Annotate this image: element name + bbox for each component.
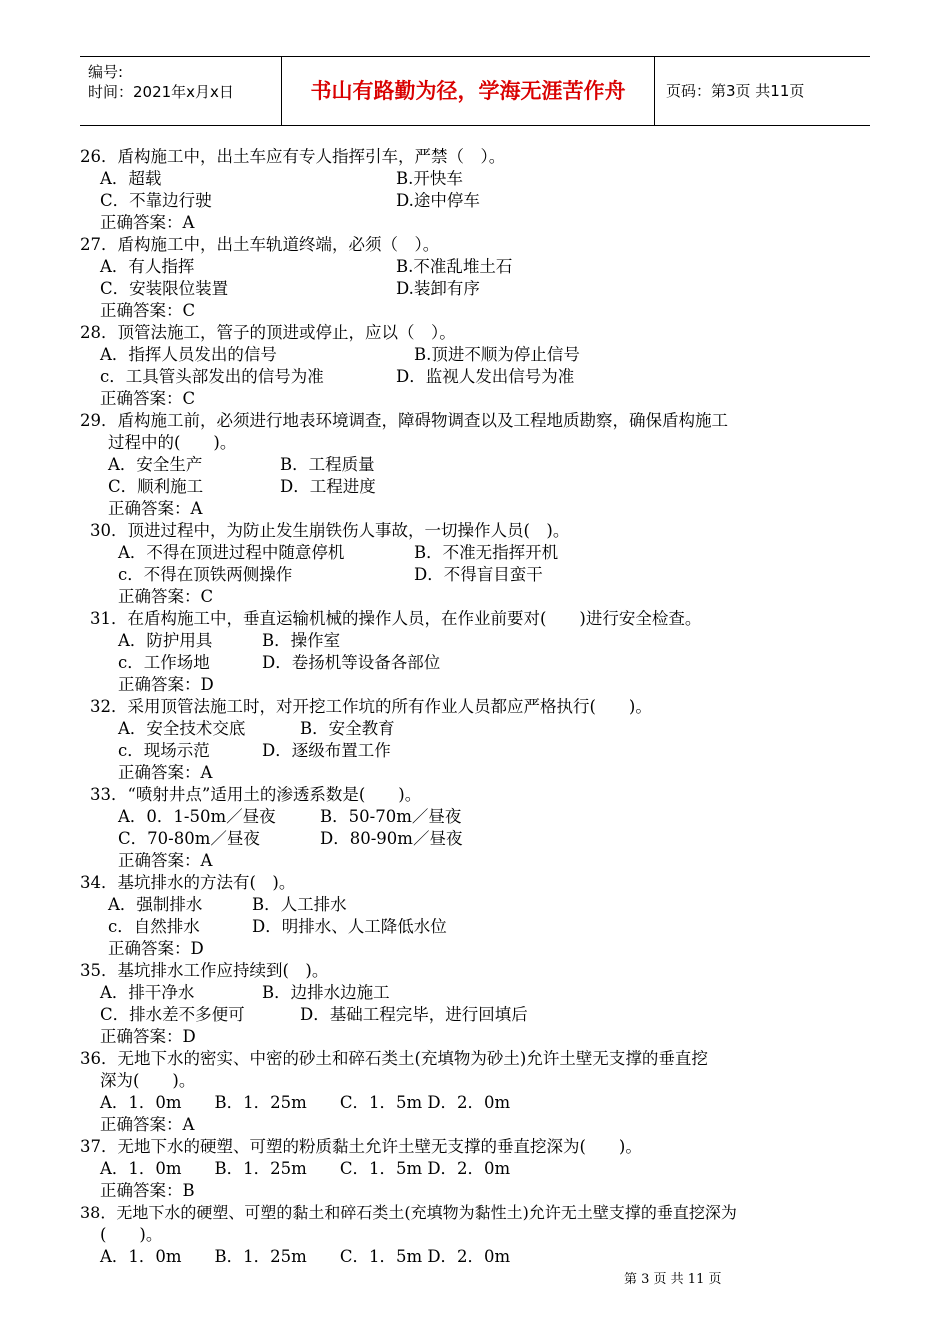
option-a: A．安全生产 [108, 455, 203, 474]
header-motto: 书山有路勤为径，学海无涯苦作舟 [282, 57, 655, 125]
answer-29: 正确答案：A [108, 499, 203, 518]
option-a: A．不得在顶进过程中随意停机 [118, 543, 345, 562]
header-page-info: 页码：第3页 共11页 [666, 82, 805, 100]
question-36-cont: 深为( )。 [100, 1071, 196, 1090]
answer-37: 正确答案：B [100, 1181, 195, 1200]
option-a: A．0．1-50m／昼夜 [118, 807, 276, 826]
option-d: D．80-90m／昼夜 [320, 829, 463, 848]
question-38-cont: ( )。 [100, 1225, 163, 1244]
option-d: D．不得盲目蛮干 [414, 565, 543, 584]
answer-32: 正确答案：A [118, 763, 213, 782]
option-c: c．自然排水 [108, 917, 200, 936]
option-b: B．不准无指挥开机 [414, 543, 559, 562]
answer-31: 正确答案：D [118, 675, 214, 694]
question-34: 34．基坑排水的方法有( )。 [80, 873, 296, 892]
answer-36: 正确答案：A [100, 1115, 195, 1134]
option-d: D．工程进度 [280, 477, 376, 496]
option-c: C．70-80m／昼夜 [118, 829, 260, 848]
header-meta-cell [80, 57, 282, 125]
answer-26: 正确答案：A [100, 213, 195, 232]
option-a: A．安全技术交底 [118, 719, 246, 738]
question-35: 35．基坑排水工作应持续到( )。 [80, 961, 329, 980]
option-a: A．有人指挥 [100, 257, 195, 276]
question-31: 31．在盾构施工中，垂直运输机械的操作人员，在作业前要对( )进行安全检查。 [90, 609, 702, 628]
option-c: C．安装限位装置 [100, 279, 229, 298]
option-b: B.顶进不顺为停止信号 [414, 345, 580, 364]
question-32: 32．采用顶管法施工时，对开挖工作坑的所有作业人员都应严格执行( )。 [90, 697, 652, 716]
question-37: 37．无地下水的硬塑、可塑的粉质黏土允许土壁无支撑的垂直挖深为( )。 [80, 1137, 642, 1156]
option-d: D．监视人发出信号为准 [396, 367, 575, 386]
option-c: C．排水差不多便可 [100, 1005, 245, 1024]
option-c: C．顺利施工 [108, 477, 204, 496]
option-d: D．卷扬机等设备各部位 [262, 653, 441, 672]
question-28: 28．顶管法施工，管子的顶进或停止，应以（ ）。 [80, 323, 456, 342]
option-b: B．50-70m／昼夜 [320, 807, 462, 826]
answer-33: 正确答案：A [118, 851, 213, 870]
question-38: 38．无地下水的硬塑、可塑的黏土和碎石类土(充填物为黏性土)允许无土壁支撑的垂直挖深为 [80, 1203, 737, 1222]
option-b: B．工程质量 [280, 455, 375, 474]
answer-35: 正确答案：D [100, 1027, 196, 1046]
option-a: A．超载 [100, 169, 162, 188]
option-b: B.开快车 [396, 169, 463, 188]
option-d: D．明排水、人工降低水位 [252, 917, 447, 936]
option-a: A．排干净水 [100, 983, 195, 1002]
doc-number-label: 编号: [88, 63, 124, 81]
option-b: B．人工排水 [252, 895, 347, 914]
option-c: c．工作场地 [118, 653, 210, 672]
option-a: A．防护用具 [118, 631, 213, 650]
option-b: B．操作室 [262, 631, 341, 650]
option-a: A．强制排水 [108, 895, 203, 914]
answer-27: 正确答案：C [100, 301, 196, 320]
question-26: 26．盾构施工中，出土车应有专人指挥引车，严禁（ ）。 [80, 147, 506, 166]
question-36: 36．无地下水的密实、中密的砂土和碎石类土(充填物为砂土)允许土壁无支撑的垂直挖 [80, 1049, 708, 1068]
answer-34: 正确答案：D [108, 939, 204, 958]
question-29: 29．盾构施工前，必须进行地表环境调查，障碍物调查以及工程地质勘察，确保盾构施工 [80, 411, 728, 430]
option-d: D.途中停车 [396, 191, 480, 210]
option-c: c．不得在顶铁两侧操作 [118, 565, 293, 584]
question-30: 30．顶进过程中，为防止发生崩铁伤人事故，一切操作人员( )。 [90, 521, 570, 540]
option-c: c．现场示范 [118, 741, 210, 760]
page-footer: 第 3 页 共 11 页 [624, 1272, 722, 1287]
option-b: B.不准乱堆土石 [396, 257, 513, 276]
answer-28: 正确答案：C [100, 389, 196, 408]
option-b: B．边排水边施工 [262, 983, 390, 1002]
doc-time-label: 时间：2021年x月x日 [88, 83, 234, 101]
option-d: D．基础工程完毕，进行回填后 [300, 1005, 528, 1024]
options-line: A．1．0m B．1．25m C．1．5m D．2．0m [100, 1247, 511, 1266]
option-a: A．指挥人员发出的信号 [100, 345, 277, 364]
question-33: 33．“喷射井点”适用土的渗透系数是( )。 [90, 785, 422, 804]
option-c: C．不靠边行驶 [100, 191, 212, 210]
options-line: A．1．0m B．1．25m C．1．5m D．2．0m [100, 1093, 511, 1112]
option-b: B．安全教育 [300, 719, 395, 738]
options-line: A．1．0m B．1．25m C．1．5m D．2．0m [100, 1159, 511, 1178]
option-d: D．逐级布置工作 [262, 741, 391, 760]
answer-30: 正确答案：C [118, 587, 214, 606]
question-27: 27．盾构施工中，出土车轨道终端，必须（ ）。 [80, 235, 440, 254]
question-29-cont: 过程中的( )。 [108, 433, 237, 452]
option-d: D.装卸有序 [396, 279, 480, 298]
option-c: c．工具管头部发出的信号为准 [100, 367, 324, 386]
page-header [80, 56, 870, 126]
